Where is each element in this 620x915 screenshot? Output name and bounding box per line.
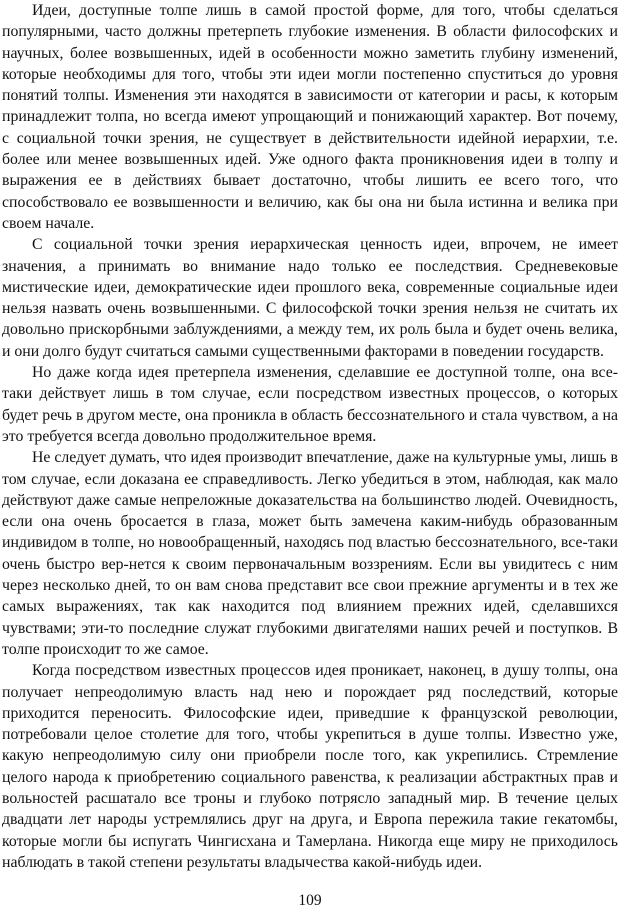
paragraph-3: Но даже когда идея претерпела изменения, сделавшие ее доступной толпе, она все-таки действует лишь в том случае, если посредством известных процессов, о которых будет речь в другом месте, она проникла в область бессознательного и стала чувством, а на это требуется всегда довольно продолжительное время. <box>2 364 618 445</box>
paragraph-5: Когда посредством известных процессов идея проникает, наконец, в душу толпы, она получает непреодолимую власть над нею и порождает ряд последствий, которые приходится переносить. Философские идеи, приведшие к французской революции, потребовали целое столетие для того, чтобы укрепиться в душе толпы. Известно уже, какую непреодолимую силу они приобрели после того, как укрепились. Стремление целого народа к приобретению социального равенства, к реализации абстрактных прав и вольностей расшатало все троны и глубоко потрясло западный мир. В течение целых двадцати лет народы устремлялись друг на друга, и Европа пережила такие гекатомбы, которые могли бы испугать Чингисхана и Тамерлана. Никогда еще миру не приходилось наблюдать в такой степени результаты владычества какой-нибудь идеи. <box>2 662 618 871</box>
body-text <box>2 0 618 873</box>
page-number: 109 <box>298 892 322 909</box>
paragraph-1: Идеи, доступные толпе лишь в самой простой форме, для того, чтобы сделаться популярными, часто должны претерпеть глубокие изменения. В области философских и научных, более возвышенных, идей в особенности можно заметить глубину изменений, которые необходимы для того, чтобы эти идеи могли постепенно спуститься до уровня понятий толпы. Изменения эти находятся в зависимости от категории и расы, к которым принадлежит толпа, но всегда имеют упрощающий и понижающий характер. Вот почему, с социальной точки зрения, не существует в действительности идейной иерархии, т.е. более или менее возвышенных идей. Уже одного факта проникновения идеи в толпу и выражения ее в действиях бывает достаточно, чтобы лишить ее всего того, что способствовало ее возвышенности и величию, как бы она ни была истинна и велика при своем начале. <box>2 2 618 232</box>
paragraph-2: С социальной точки зрения иерархическая ценность идеи, впрочем, не имеет значения, а принимать во внимание надо только ее последствия. Средневековые мистические идеи, демократические идеи прошлого века, современные социальные идеи нельзя назвать очень возвышенными. С философской точки зрения нельзя не считать их довольно прискорбными заблуждениями, а между тем, их роль была и будет очень велика, и они долго будут считаться самыми существенными факторами в поведении государств. <box>2 236 618 360</box>
paragraph-4: Не следует думать, что идея производит впечатление, даже на культурные умы, лишь в том случае, если доказана ее справедливость. Легко убедиться в этом, наблюдая, как мало действуют даже самые непреложные доказательства на большинство людей. Очевидность, если она очень бросается в глаза, может быть замечена каким-нибудь образованным индивидом в толпе, но новообращенный, находясь под властью бессознательного, все-таки очень быстро вер-нется к своим первоначальным воззрениям. Если вы увидитесь с ним через несколько дней, то он вам снова представит все свои прежние аргументы и в тех же самых выражениях, так как находится под влиянием прежних идей, сделавшихся чувствами; эти-то последние служат глубокими двигателями наших речей и поступков. В толпе происходит то же самое. <box>2 449 618 658</box>
